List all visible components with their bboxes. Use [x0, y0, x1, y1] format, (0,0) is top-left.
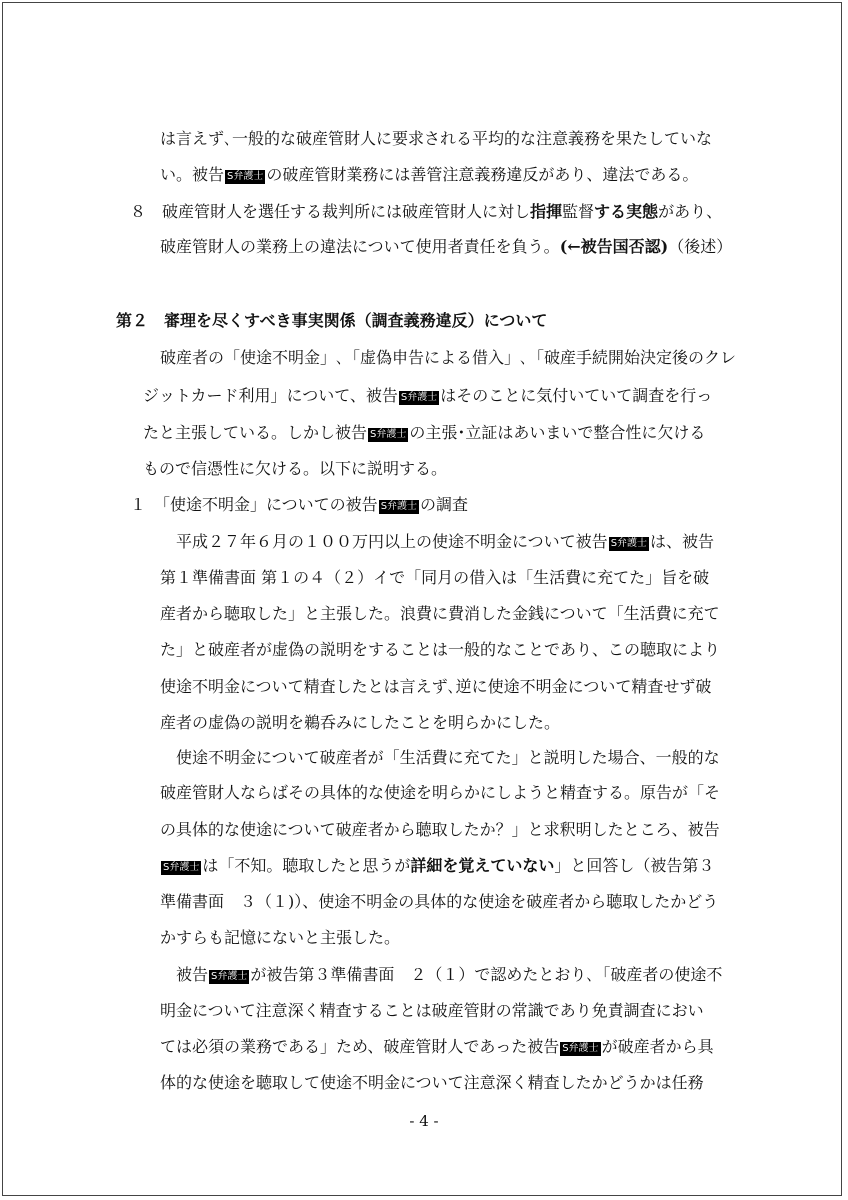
- text-segment: の主張･立証はあいまいで整合性に欠ける: [409, 423, 706, 442]
- text-line: [143, 459, 447, 479]
- text-line: [176, 532, 714, 552]
- redaction-label: S弁護士: [163, 862, 200, 873]
- bold-text: (←被告国否認): [559, 237, 669, 256]
- text-line: [160, 783, 720, 803]
- redaction-label: S弁護士: [211, 971, 248, 982]
- text-line: [160, 856, 714, 876]
- bold-text: 詳細を覚えていない: [410, 856, 555, 875]
- text-line: [160, 604, 720, 624]
- text-line: [130, 495, 468, 515]
- text-segment: い。被告: [160, 165, 225, 184]
- text-segment: １ 「使途不明金」についての被告: [130, 495, 378, 514]
- text-segment: ８ 破産管財人を選任する裁判所には破産管財人に対し: [130, 202, 531, 221]
- text-segment: 平成２７年６月の１００万円以上の使途不明金について被告: [176, 532, 608, 551]
- text-line: [160, 1001, 704, 1021]
- text-line: [160, 677, 711, 697]
- text-segment: 破産管財人の業務上の違法について使用者責任を負う。: [160, 237, 560, 256]
- text-line: [160, 129, 712, 149]
- text-segment: が破産者から具: [601, 1037, 714, 1056]
- bold-text: する実態: [594, 202, 659, 221]
- redaction-label: S弁護士: [370, 429, 407, 440]
- redaction-label: S弁護士: [400, 392, 438, 403]
- text-line: [160, 640, 720, 660]
- text-segment: 」と回答し（被告第３: [554, 856, 715, 875]
- text-segment: たと主張している。しかし被告: [143, 423, 368, 442]
- text-segment: は「不知。聴取したと思うが: [202, 856, 411, 875]
- text-line: [160, 713, 560, 733]
- text-segment: た」と破産者が虚偽の説明をすることは一般的なことであり、この聴取により: [160, 640, 721, 659]
- text-segment: もので信憑性に欠ける。以下に説明する。: [143, 459, 448, 478]
- text-segment: ては必須の業務である」ため、破産管財人であった被告: [160, 1037, 560, 1056]
- text-segment: はそのことに気付いていて調査を行っ: [440, 386, 713, 405]
- text-segment: 明金について注意深く精査することは破産管財の常識であり免責調査におい: [160, 1001, 704, 1020]
- text-line: [176, 748, 720, 768]
- text-segment: の具体的な使途について破産者から聴取したか？」と求釈明したところ、被告: [160, 820, 720, 839]
- text-segment: 産者の虚偽の説明を鵜呑みにしたことを明らかにした。: [160, 713, 561, 732]
- text-line: [160, 348, 736, 368]
- text-segment: 準備書面 ３（１)）、使途不明金の具体的な使途を破産者から聴取したかどう: [160, 892, 719, 911]
- bold-text: 指揮: [530, 202, 563, 221]
- text-line: [160, 1073, 704, 1093]
- text-segment: 破産管財人ならばその具体的な使途を明らかにしようと精査する。原告が「そ: [160, 783, 721, 802]
- text-segment: 産者から聴取した」と主張した。浪費に費消した金銭について「生活費に充て: [160, 604, 720, 623]
- text-segment: 破産者の「使途不明金」､「虚偽申告による借入」､「破産手続開始決定後のクレ: [160, 348, 737, 367]
- text-line: [176, 965, 722, 985]
- redaction-label: S弁護士: [610, 538, 648, 549]
- text-segment: 第１準備書面 第１の４（２）イで「同月の借入は「生活費に充てた」旨を破: [160, 568, 710, 587]
- text-line: [143, 386, 712, 406]
- text-segment: 監督: [562, 202, 595, 221]
- text-line: [143, 423, 705, 443]
- text-segment: 体的な使途を聴取して使途不明金について注意深く精査したかどうかは任務: [160, 1073, 704, 1092]
- text-segment: は言えず､一般的な破産管財人に要求される平均的な注意義務を果たしていな: [160, 129, 713, 148]
- text-segment: の破産管財業務には善管注意義務違反があり、違法である。: [266, 165, 699, 184]
- text-line: [160, 568, 709, 588]
- redaction-label: S弁護士: [562, 1043, 599, 1054]
- text-segment: かすらも記憶にないと主張した。: [160, 928, 401, 947]
- text-segment: は、被告: [650, 532, 715, 551]
- redaction-label: S弁護士: [227, 171, 264, 182]
- text-segment: があり、: [658, 202, 723, 221]
- text-line: [160, 892, 718, 912]
- text-line: [160, 237, 732, 257]
- text-segment: 使途不明金について破産者が「生活費に充てた」と説明した場合、一般的な: [176, 748, 720, 767]
- text-segment: 第２ 審理を尽くすべき事実関係（調査義務違反）について: [116, 311, 548, 330]
- text-segment: の調査: [420, 495, 469, 514]
- text-segment: 被告: [176, 965, 209, 984]
- text-segment: （後述）: [668, 237, 733, 256]
- text-line: [130, 202, 722, 222]
- text-line: [160, 820, 720, 840]
- text-segment: が被告第３準備書面 ２（１）で認めたとおり､「破産者の使途不: [250, 965, 723, 984]
- page-number: - 4 -: [409, 1112, 439, 1130]
- section-heading: [116, 311, 547, 331]
- text-line: [160, 1037, 714, 1057]
- redaction-label: S弁護士: [380, 501, 418, 512]
- text-line: [160, 165, 698, 185]
- text-line: [160, 928, 400, 948]
- text-segment: ジットカード利用」について、被告: [143, 386, 398, 405]
- text-segment: 使途不明金について精査したとは言えず､逆に使途不明金について精査せず破: [160, 677, 712, 696]
